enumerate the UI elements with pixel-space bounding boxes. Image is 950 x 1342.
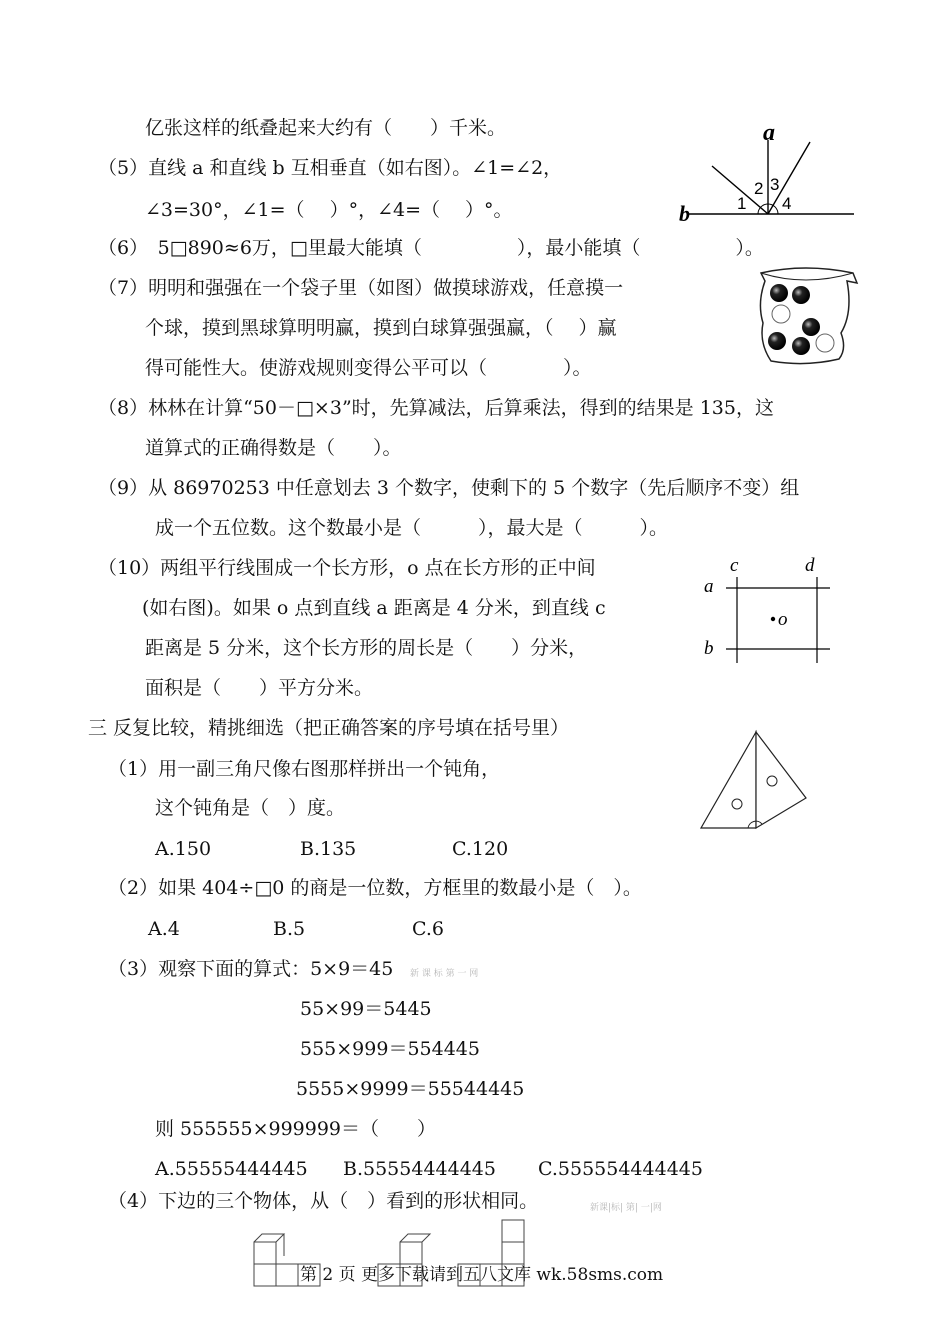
s3-q3-eq2: 55×99＝5445	[300, 998, 432, 1020]
angle-label-a: a	[763, 120, 775, 146]
s3-q2: （2）如果 404÷□0 的商是一位数，方框里的数最小是（ ）。	[108, 877, 642, 899]
white-ball	[772, 305, 790, 323]
q7-line3: 得可能性大。使游戏规则变得公平可以（ ）。	[145, 357, 592, 379]
q7-line1: （7）明明和强强在一个袋子里（如图）做摸球游戏，任意摸一	[98, 277, 624, 299]
white-ball	[816, 334, 834, 352]
angle-label-2: 2	[754, 179, 764, 198]
angle-label-1: 1	[737, 194, 747, 213]
s3-q3-option-a: A.55555444445	[155, 1158, 308, 1180]
q4-tail: 亿张这样的纸叠起来大约有（ ）千米。	[145, 117, 507, 139]
page-footer: 第 2 页 更多下载请到五八文库 wk.58sms.com	[300, 1265, 664, 1285]
angle-label-b: b	[679, 201, 690, 226]
q9-line1: （9）从 86970253 中任意划去 3 个数字，使剩下的 5 个数字（先后顺序不变）组	[98, 477, 800, 499]
section3-heading: 三 反复比较，精挑细选（把正确答案的序号填在括号里）	[88, 717, 570, 739]
s3-q3-eq3: 555×999＝554445	[300, 1038, 480, 1060]
rect-label-c: c	[730, 555, 739, 576]
black-ball	[768, 332, 786, 350]
black-ball	[802, 318, 820, 336]
s3-q2-option-c: C.6	[412, 918, 444, 940]
s3-q1-option-c: C.120	[452, 838, 509, 860]
s3-q2-option-b: B.5	[273, 918, 306, 940]
s3-q3-then: 则 555555×999999＝（ ）	[155, 1118, 437, 1140]
point-o	[771, 617, 775, 621]
q8-line1: （8）林林在计算“50－□×3”时，先算减法，后算乘法，得到的结果是 135，这	[98, 397, 774, 419]
s3-q1-option-b: B.135	[300, 838, 357, 860]
angle-label-4: 4	[782, 194, 792, 213]
q9-line2: 成一个五位数。这个数最小是（ ），最大是（ ）。	[155, 517, 669, 539]
q8-line2: 道算式的正确得数是（ ）。	[145, 437, 402, 459]
q7-line2: 个球，摸到黑球算明明赢，摸到白球算强强赢，（ ）赢	[145, 317, 617, 339]
s3-q1-line2: 这个钝角是（ ）度。	[155, 797, 346, 819]
black-ball	[770, 284, 788, 302]
s3-q3-option-c: C.555554444445	[538, 1158, 703, 1180]
s3-q2-option-a: A.4	[148, 918, 180, 940]
black-ball	[792, 337, 810, 355]
s3-q3-eq4: 5555×9999＝55544445	[296, 1078, 525, 1100]
rect-label-o: o	[778, 609, 788, 630]
angle-figure	[676, 120, 866, 230]
rect-label-a: a	[704, 576, 714, 597]
q10-line4: 面积是（ ）平方分米。	[145, 677, 374, 699]
rect-label-d: d	[805, 555, 815, 576]
s3-q1-option-a: A.150	[155, 838, 212, 860]
q5-line1: （5）直线 a 和直线 b 互相垂直（如右图）。∠1=∠2，	[98, 157, 563, 179]
q5-line2: ∠3=30°，∠1=（ ）°，∠4=（ ）°。	[145, 199, 513, 221]
angle-label-3: 3	[770, 175, 780, 194]
s3-q3-line1: （3）观察下面的算式：5×9＝45	[108, 958, 394, 980]
rectangle-figure	[700, 555, 840, 667]
watermark-2: 新课|标| 第| 一|网	[590, 1203, 662, 1213]
s3-q1-line1: （1）用一副三角尺像右图那样拼出一个钝角，	[108, 758, 501, 780]
q10-line3: 距离是 5 分米，这个长方形的周长是（ ）分米，	[145, 637, 588, 659]
q10-line2: (如右图)。如果 o 点到直线 a 距离是 4 分米，到直线 c	[142, 597, 606, 619]
q6: （6） 5□890≈6万，□里最大能填（ ），最小能填（ ）。	[98, 237, 764, 259]
ball-bag-figure	[755, 263, 865, 368]
q10-line1: （10）两组平行线围成一个长方形，o 点在长方形的正中间	[98, 557, 596, 579]
black-ball	[792, 286, 810, 304]
rect-label-b: b	[704, 638, 714, 659]
s3-q4: （4）下边的三个物体，从（ ）看到的形状相同。	[108, 1190, 539, 1212]
watermark-1: 新 课 标 第 一 网	[410, 969, 479, 979]
s3-q3-option-b: B.55554444445	[343, 1158, 496, 1180]
triangle-rulers-figure	[695, 728, 815, 833]
